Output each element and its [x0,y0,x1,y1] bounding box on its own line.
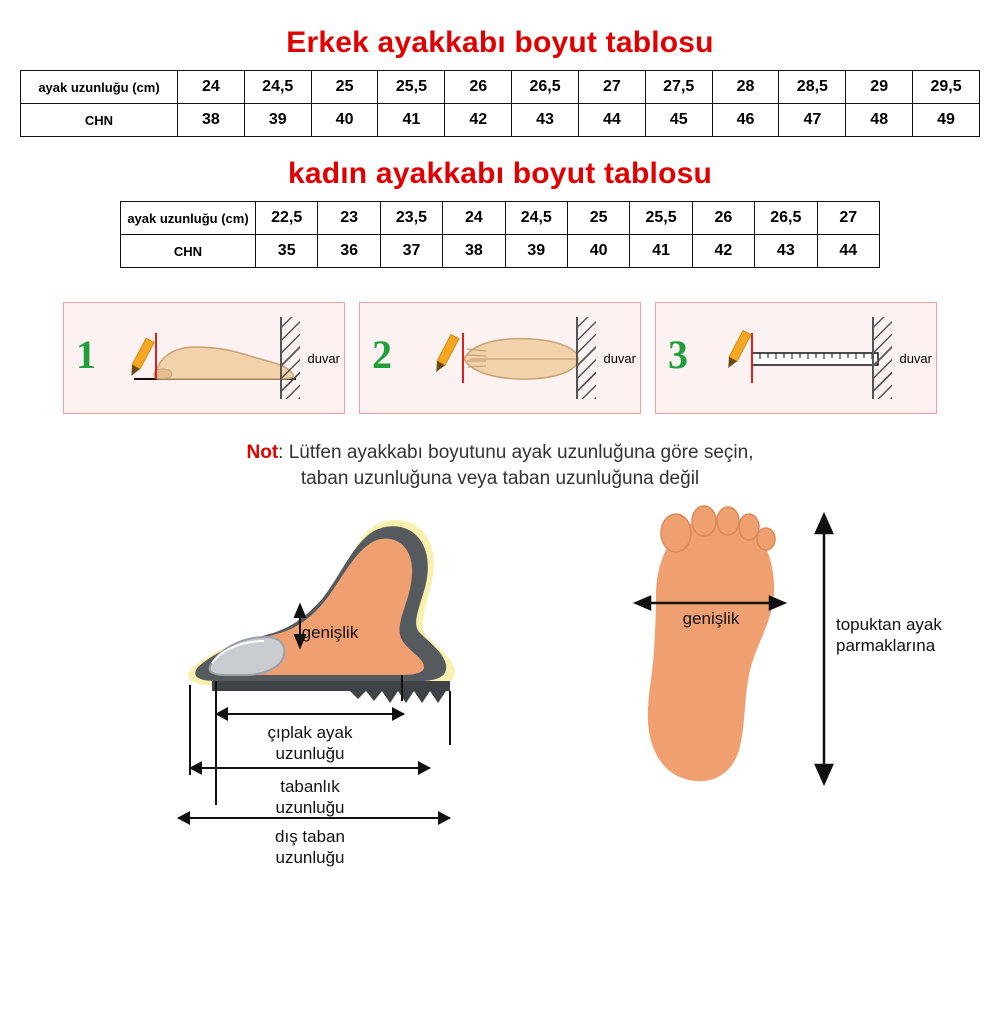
bare-foot-length-line1: çıplak ayak [267,723,353,743]
step-1-panel [63,302,345,414]
cell: 27 [817,202,879,235]
cell: 25 [567,202,629,235]
cell: 44 [578,104,645,137]
cell: 28,5 [779,71,846,104]
cell: 40 [567,235,629,268]
bare-foot-length-label [210,723,410,764]
cell: 26,5 [512,71,579,104]
cell: 36 [318,235,380,268]
top-view-diagram [600,505,942,845]
table-row [21,71,980,104]
cell: 44 [817,235,879,268]
cell: 39 [244,104,311,137]
cell: 42 [692,235,754,268]
step-number: 2 [372,332,392,377]
cell: 35 [256,235,318,268]
insole-length-arrow [190,767,430,769]
men-size-table [20,70,980,137]
cell: 24 [443,202,505,235]
wall-hatch [280,317,300,399]
step-number: 1 [76,332,96,377]
cell: 29 [846,71,913,104]
wall-label: duvar [899,351,932,366]
cell: 26 [692,202,754,235]
foot-side-with-pencil-icon [64,303,344,413]
row-label: ayak uzunluğu (cm) [121,202,256,235]
heel-to-toe-line2: parmaklarına [836,635,936,655]
cell: 23,5 [380,202,442,235]
cell: 27 [578,71,645,104]
cell: 24,5 [244,71,311,104]
cell: 37 [380,235,442,268]
row-label: ayak uzunluğu (cm) [21,71,178,104]
outsole-length-arrow [178,817,450,819]
insole-length-label [200,777,420,818]
outsole-length-line1: dış taban [275,827,345,847]
ruler-measure-icon [656,303,936,413]
cell: 24,5 [505,202,567,235]
cell: 28 [712,71,779,104]
cell: 29,5 [913,71,980,104]
wall-hatch [872,317,892,399]
cell: 38 [178,104,245,137]
outsole-length-label [200,827,420,868]
row-label: CHN [121,235,256,268]
foot-measure-illustrations [0,505,1000,925]
note-line1: : Lütfen ayakkabı boyutunu ayak uzunluğuna göre seçin, [278,442,754,463]
cell: 26,5 [755,202,817,235]
wall-label: duvar [307,351,340,366]
cell: 41 [630,235,692,268]
step-2-panel [359,302,641,414]
men-size-chart-title: Erkek ayakkabı boyut tablosu [286,26,714,59]
heel-to-toe-line1: topuktan ayak [836,615,942,635]
cell: 48 [846,104,913,137]
cell: 27,5 [645,71,712,104]
insole-length-line1: tabanlık [280,777,340,797]
side-view-diagram [150,505,510,905]
foot-top-with-pencil-icon [360,303,640,413]
cell: 42 [445,104,512,137]
cell: 47 [779,104,846,137]
cell: 25 [311,71,378,104]
cell: 49 [913,104,980,137]
note-text [0,440,1000,491]
bare-foot-length-line2: uzunluğu [275,743,345,763]
insole-length-line2: uzunluğu [275,797,345,817]
outsole-length-line2: uzunluğu [275,847,345,867]
table-row [121,202,880,235]
women-size-chart-title: kadın ayakkabı boyut tablosu [287,157,713,190]
cell: 46 [712,104,779,137]
table-row [121,235,880,268]
cell: 40 [311,104,378,137]
heel-to-toe-label [836,615,1000,656]
cell: 25,5 [630,202,692,235]
cell: 23 [318,202,380,235]
cell: 25,5 [378,71,445,104]
step-number: 3 [668,332,688,377]
note-line2: taban uzunluğuna veya taban uzunluğuna değil [300,467,700,489]
width-label: genişlik [301,623,359,643]
bare-foot-length-arrow [216,713,404,715]
cell: 26 [445,71,512,104]
foot-sole-top-illustration [600,505,930,845]
note-prefix: Not [246,442,279,463]
row-label: CHN [21,104,178,137]
step-3-panel [655,302,937,414]
wall-hatch [576,317,596,399]
cell: 45 [645,104,712,137]
women-size-table [120,201,880,268]
measure-steps [0,302,1000,414]
cell: 24 [178,71,245,104]
cell: 43 [512,104,579,137]
cell: 41 [378,104,445,137]
cell: 43 [755,235,817,268]
cell: 38 [443,235,505,268]
top-width-label: genişlik [682,609,740,629]
table-row [21,104,980,137]
wall-label: duvar [603,351,636,366]
cell: 22,5 [256,202,318,235]
cell: 39 [505,235,567,268]
